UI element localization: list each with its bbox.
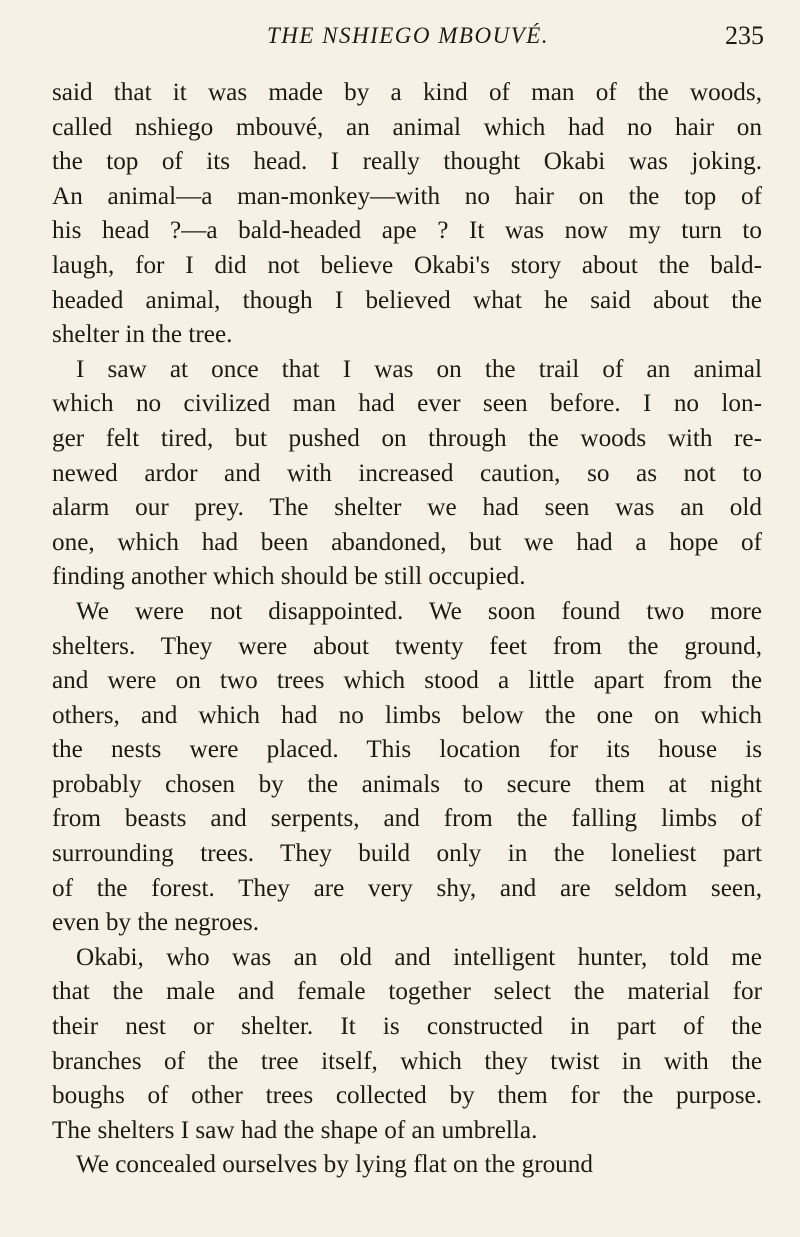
paragraph-5 [52, 1148, 762, 1183]
text-line: one, which had been abandoned, but we had a hope of [52, 528, 762, 556]
text-line: that the male and female together select the material for [52, 978, 762, 1006]
text-line: from beasts and serpents, and from the falling limbs of [52, 805, 762, 833]
paragraph-3 [52, 595, 762, 941]
text-line: branches of the tree itself, which they twist in with the [52, 1047, 762, 1075]
text-line: others, and which had no limbs below the one on which [52, 701, 762, 729]
text-line: the nests were placed. This location for its house is [52, 736, 762, 764]
text-line: ger felt tired, but pushed on through the woods with re- [52, 424, 762, 452]
text-line: and were on two trees which stood a little apart from the [52, 667, 762, 695]
text-line: shelter in the tree. [52, 321, 233, 349]
text-line: of the forest. They are very shy, and are seldom seen, [52, 874, 762, 902]
text-line: headed animal, though I believed what he said about the [52, 286, 762, 314]
text-line: finding another which should be still occupied. [52, 563, 526, 591]
text-line: An animal—a man-monkey—with no hair on the top of [52, 182, 762, 210]
text-line: laugh, for I did not believe Okabi's story about the bald- [52, 251, 762, 279]
text-line: We concealed ourselves by lying flat on the ground [76, 1151, 593, 1179]
text-line: surrounding trees. They build only in the loneliest part [52, 840, 762, 868]
body-text [52, 76, 762, 1183]
page-number: 235 [725, 21, 764, 50]
text-line: The shelters I saw had the shape of an umbrella. [52, 1116, 538, 1144]
text-line: I saw at once that I was on the trail of an animal [76, 355, 762, 383]
text-line: probably chosen by the animals to secure them at night [52, 770, 762, 798]
paragraph-2 [52, 353, 762, 595]
text-line: shelters. They were about twenty feet from the ground, [52, 632, 762, 660]
text-line: which no civilized man had ever seen before. I no lon- [52, 390, 762, 418]
paragraph-4 [52, 941, 762, 1149]
text-line: said that it was made by a kind of man of the woods, [52, 79, 762, 106]
text-line: their nest or shelter. It is constructed in part of the [52, 1013, 762, 1041]
text-line: boughs of other trees collected by them for the purpose. [52, 1082, 762, 1110]
text-line: called nshiego mbouvé, an animal which had no hair on [52, 113, 762, 141]
text-line: newed ardor and with increased caution, so as not to [52, 459, 762, 487]
paragraph-1 [52, 76, 762, 353]
page-header [52, 18, 764, 54]
text-line: Okabi, who was an old and intelligent hunter, told me [76, 943, 762, 971]
text-line: We were not disappointed. We soon found two more [76, 597, 762, 625]
running-title: THE NSHIEGO MBOUVÉ. [266, 23, 550, 48]
text-line: alarm our prey. The shelter we had seen was an old [52, 494, 762, 522]
text-line: his head ?—a bald-headed ape ? It was now my turn to [52, 217, 762, 245]
text-line: the top of its head. I really thought Okabi was joking. [52, 148, 762, 176]
text-line: even by the negroes. [52, 909, 260, 937]
